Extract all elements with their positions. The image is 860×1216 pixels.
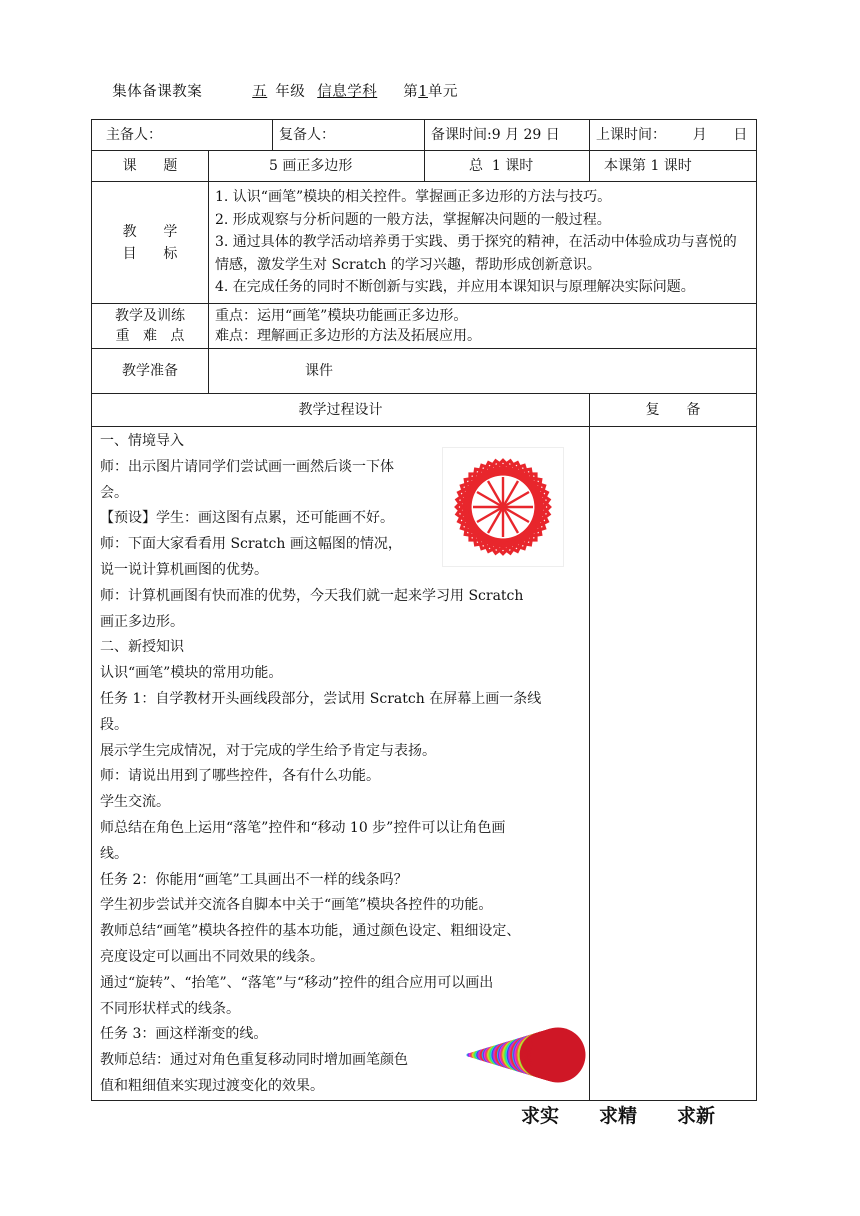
process-text: 任务 3：画这样渐变的线。 [100, 1026, 268, 1043]
star-pattern-svg [443, 448, 563, 566]
process-text: 会。 [100, 484, 128, 501]
gradient-cone-svg [466, 1027, 586, 1083]
info-row [92, 120, 757, 151]
objectives-label [92, 182, 209, 304]
process-text: 线。 [100, 845, 128, 862]
process-text: 段。 [100, 716, 128, 733]
process-text: 教师总结“画笔”模块各控件的基本功能，通过颜色设定、粗细设定、 [100, 923, 521, 940]
process-text: 学生初步尝试并交流各自脚本中关于“画笔”模块各控件的功能。 [100, 897, 493, 914]
cone-segment [531, 1028, 586, 1083]
process-text: 师：出示图片请同学们尝试画一画然后谈一下体 [100, 458, 394, 475]
keypoints-content [209, 304, 757, 349]
process-text: 画正多边形。 [100, 613, 184, 630]
process-text: 任务 1：自学教材开头画线段部分，尝试用 Scratch 在屏幕上画一条线 [100, 690, 542, 707]
process-header-row [92, 394, 757, 427]
grade: 五 [252, 84, 268, 100]
co-preparer-cell: 复备人： [273, 120, 425, 151]
objectives-label-line1: 教 学 [122, 223, 178, 240]
subject: 信息学科 [317, 84, 378, 100]
unit-number: 1 [418, 84, 428, 100]
key-point: 重点：运用“画笔”模块功能画正多边形。 [215, 308, 468, 324]
keypoints-row [92, 304, 757, 349]
process-text: 【预设】学生：画这图有点累，还可能画不好。 [100, 510, 394, 527]
prep-time-cell: 备课时间:9 月 29 日 [425, 120, 590, 151]
unit-prefix: 第 [403, 84, 419, 100]
process-text: 不同形状样式的线条。 [100, 1000, 240, 1017]
class-time-cell: 上课时间： 月 日 [590, 120, 757, 151]
process-text: 认识“画笔”模块的常用功能。 [100, 665, 283, 682]
process-text: 值和粗细值来实现过渡变化的效果。 [100, 1077, 324, 1094]
process-text: 师：计算机画图有快而准的优势，今天我们就一起来学习用 Scratch [100, 587, 524, 604]
process-text: 亮度设定可以画出不同效果的线条。 [100, 948, 324, 965]
process-text: 师：下面大家看看用 Scratch 画这幅图的情况， [100, 536, 402, 553]
unit-suffix: 单元 [427, 84, 458, 100]
objectives-label-line2: 目 标 [122, 245, 178, 262]
objective-item: 4. 在完成任务的同时不断创新与实践，并应用本课知识与原理解决实际问题。 [215, 279, 695, 296]
footer-motto [521, 1101, 755, 1128]
section-title: 一、情境导入 [100, 433, 184, 449]
objective-item: 2. 形成观察与分析问题的一般方法，掌握解决问题的一般过程。 [215, 211, 611, 228]
topic-label: 课 题 [92, 151, 209, 182]
objectives-list [209, 182, 757, 304]
process-row [92, 427, 757, 1101]
process-design-header: 教学过程设计 [92, 394, 590, 427]
preparation-label: 教学准备 [92, 349, 209, 394]
current-hour: 本课第 1 课时 [590, 151, 757, 182]
section-title: 二、新授知识 [100, 639, 184, 656]
review-column [590, 427, 757, 1101]
process-text: 说一说计算机画图的优势。 [100, 561, 268, 578]
lesson-plan-table [91, 119, 757, 1101]
process-text: 师总结在角色上运用“落笔”控件和“移动 10 步”控件可以让角色画 [100, 819, 506, 836]
process-content [92, 427, 590, 1101]
process-text: 学生交流。 [100, 794, 170, 811]
objective-item: 3. 通过具体的教学活动培养勇于实践、勇于探究的精神，在活动中体验成功与喜悦的情感，激发学生对 Scratch 的学习兴趣，帮助形成创新意识。 [215, 234, 737, 273]
objective-item: 1. 认识“画笔”模块的相关控件。掌握画正多边形的方法与技巧。 [215, 189, 612, 206]
process-text: 教师总结：通过对角色重复移动同时增加画笔颜色 [100, 1052, 408, 1069]
topic-title: 5 画正多边形 [209, 151, 425, 182]
grade-suffix: 年级 [275, 84, 306, 100]
star-pattern-image [442, 447, 564, 567]
motto-word: 求实 [521, 1105, 560, 1127]
keypoints-label [92, 304, 209, 349]
motto-word: 求新 [677, 1105, 716, 1127]
process-text: 任务 2：你能用“画笔”工具画出不一样的线条吗？ [100, 871, 408, 888]
motto-word: 求精 [599, 1105, 638, 1127]
difficult-point: 难点：理解画正多边形的方法及拓展应用。 [215, 328, 481, 344]
process-text: 师：请说出用到了哪些控件，各有什么功能。 [100, 768, 380, 785]
topic-row [92, 151, 757, 182]
preparation-row [92, 349, 757, 394]
preparation-value: 课件 [209, 349, 757, 394]
keypoints-label-line1: 教学及训练 [115, 308, 185, 324]
keypoints-label-line2: 重 难 点 [115, 328, 185, 344]
gradient-cone-image [466, 1027, 586, 1083]
review-header: 复 备 [590, 394, 757, 427]
doc-type: 集体备课教案 [112, 84, 203, 100]
presenter-cell: 主备人： [92, 120, 273, 151]
document-header [102, 64, 458, 101]
process-text: 展示学生完成情况，对于完成的学生给予肯定与表扬。 [100, 742, 436, 759]
total-hours: 总 1 课时 [425, 151, 590, 182]
objectives-row [92, 182, 757, 304]
process-text: 通过“旋转”、“抬笔”、“落笔”与“移动”控件的组合应用可以画出 [100, 974, 494, 991]
